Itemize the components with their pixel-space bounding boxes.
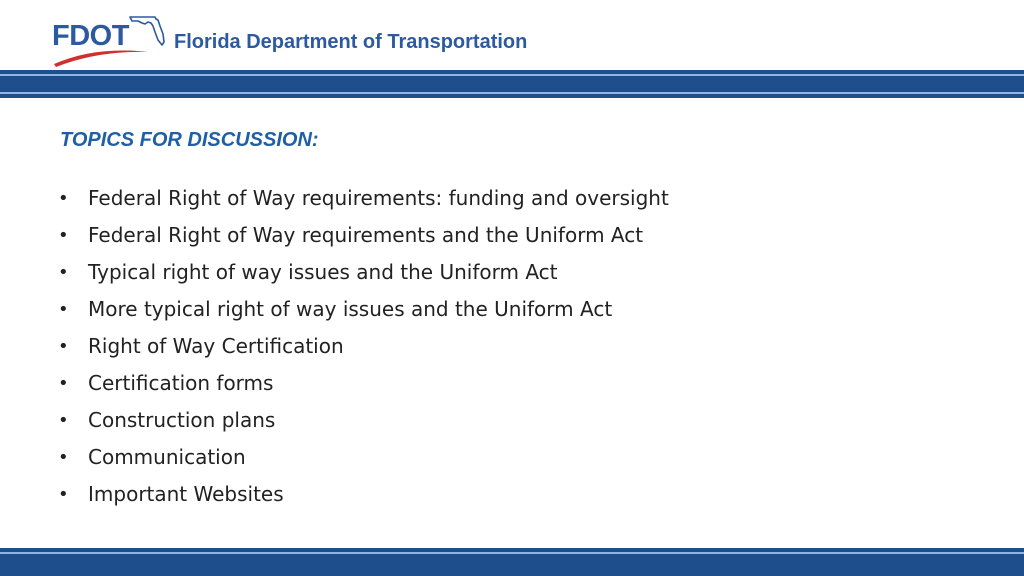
list-item [56, 476, 669, 513]
bullet-icon: • [58, 225, 69, 246]
list-item [56, 291, 669, 328]
topics-list [56, 180, 669, 513]
topic-label: Federal Right of Way requirements: funding and oversight [88, 186, 669, 210]
topic-label: Certification forms [88, 371, 274, 395]
list-item [56, 254, 669, 291]
footer-band [0, 548, 1024, 576]
header-band-stripe [0, 74, 1024, 76]
bullet-icon: • [58, 484, 69, 505]
header-band-stripe [0, 92, 1024, 94]
topic-label: Important Websites [88, 482, 284, 506]
bullet-icon: • [58, 299, 69, 320]
topic-label: Communication [88, 445, 246, 469]
logo-text: FDOT [52, 20, 129, 52]
list-item [56, 439, 669, 476]
list-item [56, 402, 669, 439]
topic-label: Federal Right of Way requirements and the Uniform Act [88, 223, 644, 247]
org-name: Florida Department of Transportation [174, 31, 528, 53]
topic-label: Construction plans [88, 408, 276, 432]
section-heading: TOPICS FOR DISCUSSION: [60, 129, 319, 151]
fdot-logo [52, 12, 167, 68]
header-band [0, 70, 1024, 98]
header [0, 0, 1024, 70]
bullet-icon: • [58, 410, 69, 431]
topic-label: Typical right of way issues and the Uniform Act [88, 260, 558, 284]
bullet-icon: • [58, 336, 69, 357]
bullet-icon: • [58, 188, 69, 209]
topic-label: More typical right of way issues and the Uniform Act [88, 297, 613, 321]
list-item [56, 217, 669, 254]
footer-band-stripe [0, 552, 1024, 554]
bullet-icon: • [58, 262, 69, 283]
bullet-icon: • [58, 447, 69, 468]
list-item [56, 365, 669, 402]
list-item [56, 328, 669, 365]
bullet-icon: • [58, 373, 69, 394]
topic-label: Right of Way Certification [88, 334, 344, 358]
list-item [56, 180, 669, 217]
